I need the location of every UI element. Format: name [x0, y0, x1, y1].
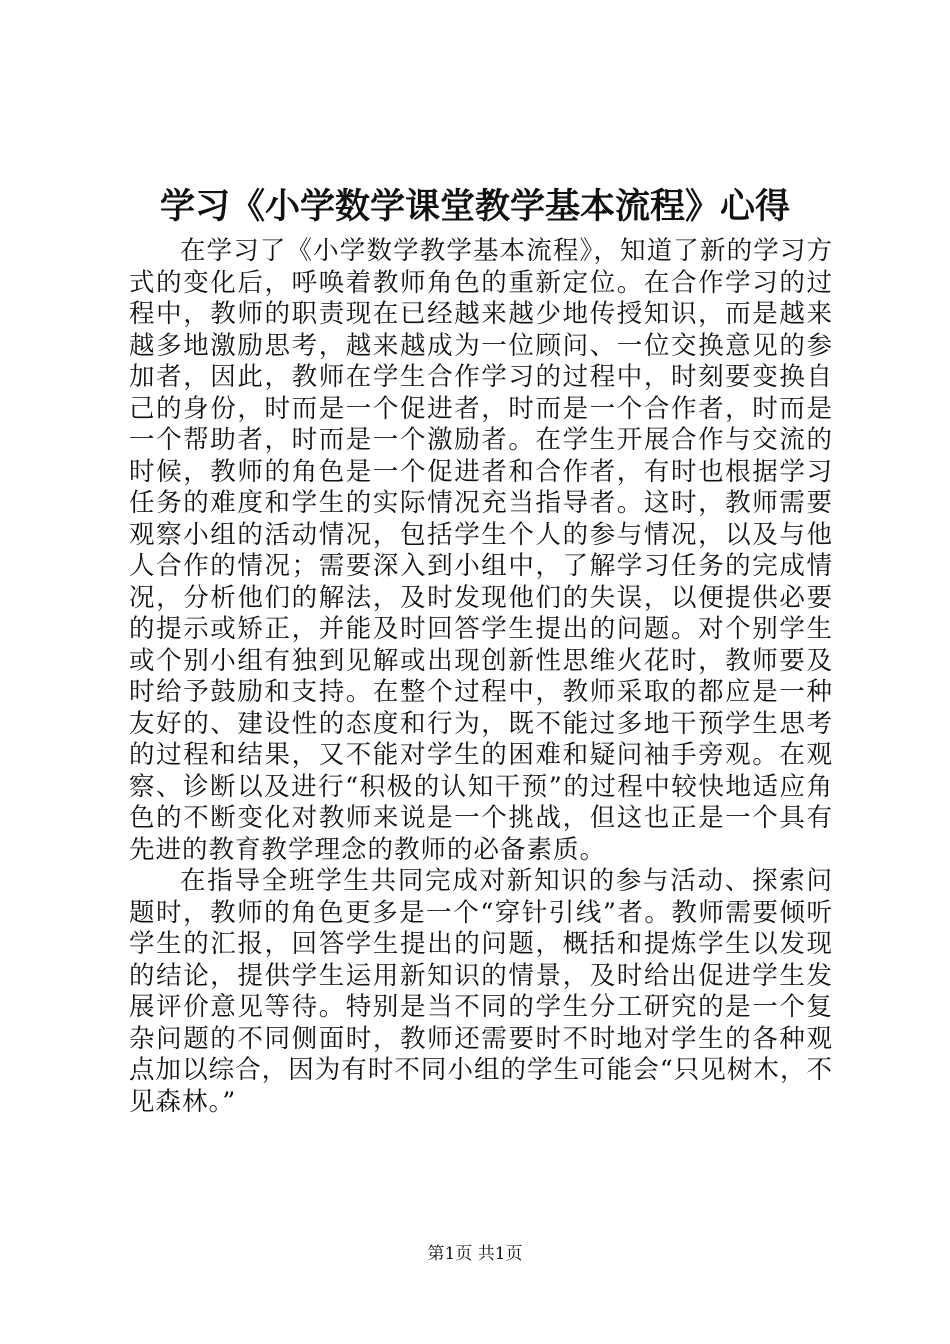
document-body [129, 236, 833, 1118]
page-number-footer: 第1页 共1页 [427, 1244, 523, 1264]
paragraph-2: 在指导全班学生共同完成对新知识的参与活动、探索问题时，教师的角色更多是一个“穿针引线”者。教师需要倾听学生的汇报，回答学生提出的问题，概括和提炼学生以发现的结论，提供学生运用新知识的情景，及时给出促进学生发展评价意见等待。特别是当不同的学生分工研究的是一个复杂问题的不同侧面时，教师还需要时不时地对学生的各种观点加以综合，因为有时不同小组的学生可能会“只见树木，不见森林。” [129, 866, 833, 1117]
paragraph-1: 在学习了《小学数学教学基本流程》，知道了新的学习方式的变化后，呼唤着教师角色的重新定位。在合作学习的过程中，教师的职责现在已经越来越少地传授知识，而是越来越多地激励思考，越来越成为一位顾问、一位交换意见的参加者，因此，教师在学生合作学习的过程中，时刻要变换自己的身份，时而是一个促进者，时而是一个合作者，时而是一个帮助者，时而是一个激励者。在学生开展合作与交流的时候，教师的角色是一个促进者和合作者，有时也根据学习任务的难度和学生的实际情况充当指导者。这时，教师需要观察小组的活动情况，包括学生个人的参与情况，以及与他人合作的情况；需要深入到小组中，了解学习任务的完成情况，分析他们的解法，及时发现他们的失误，以便提供必要的提示或矫正，并能及时回答学生提出的问题。对个别学生或个别小组有独到见解或出现创新性思维火花时，教师要及时给予鼓励和支持。在整个过程中，教师采取的都应是一种友好的、建设性的态度和行为，既不能过多地干预学生思考的过程和结果，又不能对学生的困难和疑问袖手旁观。在观察、诊断以及进行“积极的认知干预”的过程中较快地适应角色的不断变化对教师来说是一个挑战，但这也正是一个具有先进的教育教学理念的教师的必备素质。 [129, 236, 833, 865]
document-title: 学习《小学数学课堂教学基本流程》心得 [159, 186, 790, 227]
